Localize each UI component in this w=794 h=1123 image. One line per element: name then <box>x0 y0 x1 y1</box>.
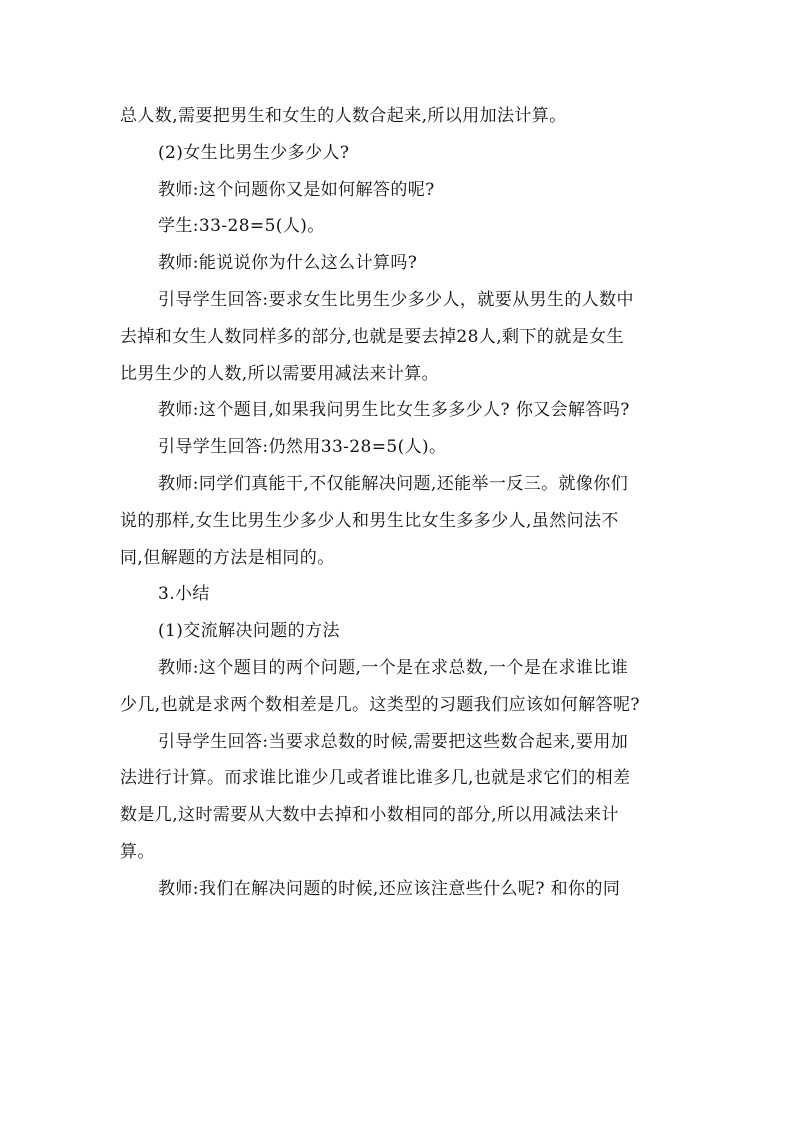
guided-answer-3 <box>120 724 676 871</box>
text-line: 教师:这个题目,如果我问男生比女生多多少人? 你又会解答吗? <box>158 400 630 421</box>
text-line: 总人数,需要把男生和女生的人数合起来,所以用加法计算。 <box>120 106 567 126</box>
text-line: 比男生少的人数,所以需要用减法来计算。 <box>120 363 440 384</box>
text-line: 引导学生回答:当要求总数的时候,需要把这些数合起来,要用加 <box>158 731 629 752</box>
text-line: 教师:能说说你为什么这么计算吗? <box>158 253 418 274</box>
text-line: 法进行计算。而求谁比谁少几或者谁比谁多几,也就是求它们的相差 <box>120 768 631 789</box>
text-line: 教师:同学们真能干,不仅能解决问题,还能举一反三。就像你们 <box>158 473 629 494</box>
body-text <box>120 98 676 908</box>
text-line: (1)交流解决问题的方法 <box>158 621 340 642</box>
guided-answer-1 <box>120 282 676 392</box>
subsection-heading <box>120 613 676 650</box>
text-line: 教师:这个题目的两个问题,一个是在求总数,一个是在求谁比谁 <box>158 657 629 678</box>
text-line: 学生:33-28=5(人)。 <box>158 216 325 237</box>
teacher-question <box>120 172 676 209</box>
text-line: 去掉和女生人数同样多的部分,也就是要去掉28人,剩下的就是女生 <box>120 326 624 347</box>
question-2-heading <box>120 135 676 172</box>
teacher-praise <box>120 466 676 576</box>
teacher-summary-question <box>120 650 676 724</box>
text-line: 教师:这个问题你又是如何解答的呢? <box>158 179 435 200</box>
text-line: (2)女生比男生少多少人? <box>158 142 350 163</box>
text-line: 引导学生回答:要求女生比男生少多少人，就要从男生的人数中 <box>158 289 634 310</box>
text-line: 数是几,这时需要从大数中去掉和小数相同的部分,所以用减法来计 <box>120 805 619 826</box>
teacher-question-2 <box>120 392 676 429</box>
teacher-followup <box>120 245 676 282</box>
text-line: 引导学生回答:仍然用33-28=5(人)。 <box>158 437 447 458</box>
section-heading-summary <box>120 576 676 613</box>
text-line: 3.小结 <box>158 584 210 605</box>
paragraph-1 <box>120 98 676 135</box>
student-answer <box>120 208 676 245</box>
text-line: 说的那样,女生比男生少多少人和男生比女生多多少人,虽然问法不 <box>120 510 619 531</box>
teacher-final-question <box>120 871 676 908</box>
text-line: 教师:我们在解决问题的时候,还应该注意些什么呢? 和你的同 <box>158 878 621 899</box>
text-line: 少几,也就是求两个数相差是几。这类型的习题我们应该如何解答呢? <box>120 694 640 715</box>
guided-answer-2 <box>120 429 676 466</box>
text-line: 同,但解题的方法是相同的。 <box>120 547 335 568</box>
text-line: 算。 <box>120 841 155 862</box>
